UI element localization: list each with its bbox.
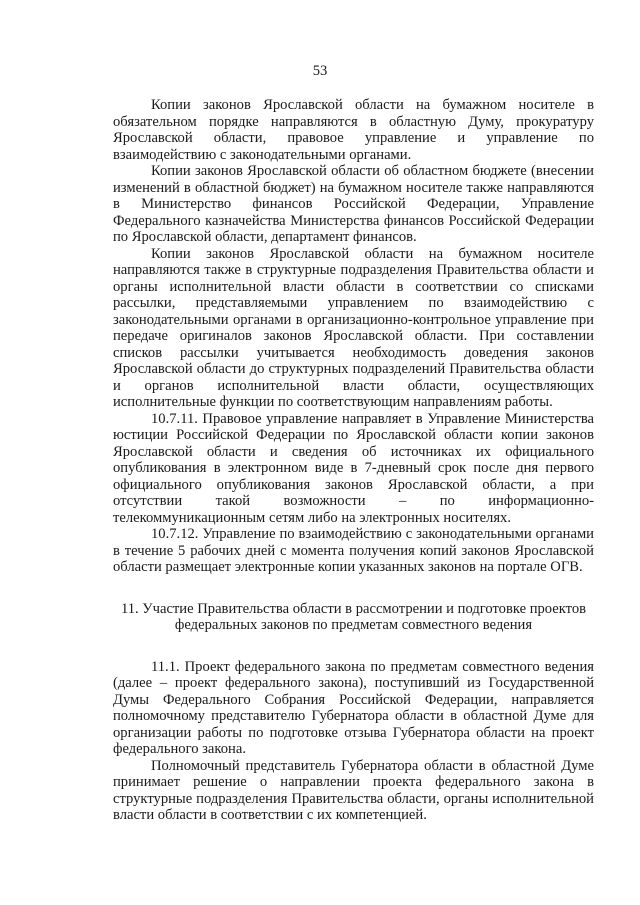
document-body <box>113 97 594 824</box>
paragraph: Копии законов Ярославской области об областном бюджете (внесении изменений в областной бюджет) на бумажном носителе также направляются в Министерство финансов Российской Федерации, Управление Федерального казначейства Министерства финансов Российской Федерации по Ярославской области, департамент финансов. <box>113 163 594 245</box>
paragraph-clause-10-7-11: 10.7.11. Правовое управление направляет в Управление Министерства юстиции Российской Федерации по Ярославской области копии законов Ярославской области и сведения об источниках их официального опубликования в электронном виде в 7-дневный срок после дня первого официального опубликования законов Ярославской области, а при отсутствии такой возможности – по информационно-телекоммуникационным сетям либо на электронных носителях. <box>113 410 594 526</box>
paragraph: Полномочный представитель Губернатора области в областной Думе принимает решение о направлении проекта федерального закона в структурные подразделения Правительства области, органы исполнительной власти области в соответствии с их компетенцией. <box>113 757 594 823</box>
paragraph: Копии законов Ярославской области на бумажном носителе в обязательном порядке направляются в областную Думу, прокуратуру Ярославской области, правовое управление и управление по взаимодействию с законодательными органами. <box>113 97 594 163</box>
page-number: 53 <box>312 63 328 79</box>
paragraph-clause-11-1: 11.1. Проект федерального закона по предметам совместного ведения (далее – проект федерального закона), поступивший из Государственной Думы Федерального Собрания Российской Федерации, направляется полномочному представителю Губернатора области в областной Думе для организации работы по подготовке отзыва Губернатора области на проект федерального закона. <box>113 658 594 757</box>
paragraph-clause-10-7-12: 10.7.12. Управление по взаимодействию с законодательными органами в течение 5 рабочих дней с момента получения копий законов Ярославской области размещает электронные копии указанных законов на портале ОГВ. <box>113 526 594 575</box>
paragraph: Копии законов Ярославской области на бумажном носителе направляются также в структурные подразделения Правительства области и органы исполнительной власти области в соответствии со списками рассылки, представляемыми управлением по взаимодействию с законодательными органами в организационно-контрольное управление при передаче оригиналов законов Ярославской области. При составлении списков рассылки учитывается необходимость доведения законов Ярославской области до структурных подразделений Правительства области и органов исполнительной власти области, осуществляющих исполнительные функции по соответствующим направлениям работы. <box>113 245 594 410</box>
section-heading: 11. Участие Правительства области в рассмотрении и подготовке проектов федеральных законов по предметам совместного ведения <box>120 600 587 633</box>
